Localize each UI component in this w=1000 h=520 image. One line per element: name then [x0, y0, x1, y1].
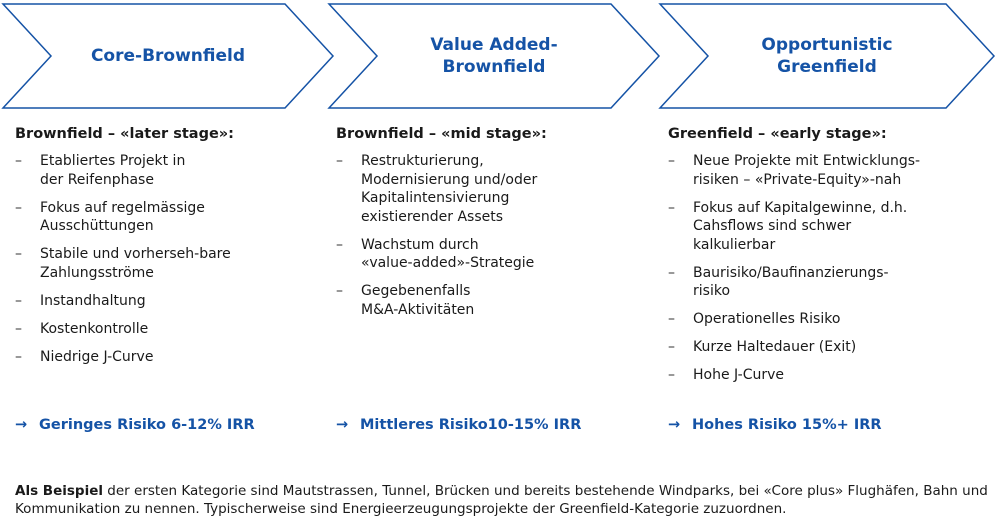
- bullet-line: Kurze Haltedauer (Exit): [693, 339, 857, 355]
- arrow-right-icon: →: [668, 417, 681, 433]
- footnote: [15, 482, 990, 518]
- bullet-item: [668, 199, 988, 255]
- stage-bullet-list: [336, 152, 656, 319]
- stage-title-line: Greenfield: [777, 57, 877, 77]
- bullet-line: Operationelles Risiko: [693, 311, 841, 327]
- bullet-line: Wachstum durch: [361, 236, 479, 253]
- footnote-bold: Als Beispiel: [15, 483, 103, 499]
- bullet-line: Fokus auf regelmässige: [40, 199, 205, 216]
- bullet-line: kalkulierbar: [693, 236, 776, 253]
- stage-title-opportunistic: [708, 6, 946, 106]
- bullet-line: «value-added»-Strategie: [361, 255, 535, 271]
- bullet-item: [668, 310, 988, 329]
- bullet-line: Cahsflows sind schwer: [693, 218, 852, 234]
- dash-bullet-icon: –: [336, 236, 343, 253]
- dash-bullet-icon: –: [668, 367, 675, 383]
- risk-summary-value-added: [336, 417, 581, 433]
- stage-heading: Brownfield – «mid stage»:: [336, 126, 547, 142]
- stage-title-line: Brownfield: [442, 57, 546, 77]
- bullet-item: [336, 236, 656, 273]
- risk-summary-text: Mittleres Risiko10-15% IRR: [360, 417, 582, 433]
- bullet-line: Instandhaltung: [40, 292, 146, 309]
- footnote-text: der ersten Kategorie sind Mautstrassen, Tunnel, Brücken und bereits bestehende Windparks, bei «Core plus» Flughäfen, Bahn und Kommunikation zu nennen. Typischerweise sind Energieerzeugungsprojekte der Greenfield-Kategorie zuzuordnen.: [15, 483, 988, 517]
- stage-bullet-list: [15, 152, 335, 366]
- bullet-line: Neue Projekte mit Entwicklungs-: [693, 153, 921, 169]
- bullet-item: [668, 366, 988, 385]
- bullet-line: Etabliertes Projekt in: [40, 153, 186, 169]
- arrow-right-icon: →: [336, 417, 349, 433]
- stage-heading: Greenfield – «early stage»:: [668, 126, 887, 142]
- bullet-line: Baurisiko/Baufinanzierungs-: [693, 264, 889, 281]
- stage-column-core: [15, 126, 335, 376]
- bullet-line: M&A-Aktivitäten: [361, 301, 475, 318]
- bullet-line: Fokus auf Kapitalgewinne, d.h.: [693, 199, 908, 216]
- dash-bullet-icon: –: [668, 311, 675, 327]
- bullet-line: Restrukturierung,: [361, 153, 484, 169]
- dash-bullet-icon: –: [668, 339, 675, 355]
- bullet-item: [668, 264, 988, 301]
- dash-bullet-icon: –: [336, 153, 343, 169]
- dash-bullet-icon: –: [15, 348, 22, 365]
- stage-column-value-added: [336, 126, 656, 329]
- risk-summary-core: [15, 417, 255, 433]
- dash-bullet-icon: –: [15, 199, 22, 216]
- risk-summary-text: Hohes Risiko 15%+ IRR: [692, 417, 882, 433]
- dash-bullet-icon: –: [336, 283, 343, 299]
- risk-summary-text: Geringes Risiko 6-12% IRR: [39, 417, 255, 433]
- bullet-item: [15, 152, 335, 189]
- bullet-line: Kapitalintensivierung: [361, 190, 510, 206]
- bullet-line: Gegebenenfalls: [361, 283, 471, 299]
- bullet-item: [15, 348, 335, 367]
- dash-bullet-icon: –: [15, 292, 22, 309]
- dash-bullet-icon: –: [668, 199, 675, 216]
- bullet-line: risiken – «Private-Equity»-nah: [693, 171, 902, 188]
- stage-title-core: [51, 6, 285, 106]
- bullet-line: Zahlungsströme: [40, 264, 154, 281]
- bullet-item: [668, 152, 988, 189]
- bullet-line: Ausschüttungen: [40, 218, 154, 234]
- bullet-line: der Reifenphase: [40, 171, 154, 188]
- dash-bullet-icon: –: [15, 320, 22, 337]
- bullet-item: [336, 152, 656, 226]
- bullet-item: [668, 338, 988, 357]
- bullet-line: Modernisierung und/oder: [361, 171, 538, 188]
- dash-bullet-icon: –: [15, 153, 22, 169]
- stage-column-opportunistic: [668, 126, 988, 394]
- bullet-item: [15, 320, 335, 339]
- bullet-line: Hohe J-Curve: [693, 367, 785, 383]
- bullet-line: Stabile und vorherseh-bare: [40, 246, 231, 262]
- bullet-line: existierender Assets: [361, 208, 504, 225]
- arrow-right-icon: →: [15, 417, 28, 433]
- dash-bullet-icon: –: [668, 264, 675, 281]
- stage-title-line: Core-Brownfield: [90, 46, 246, 66]
- stage-title-line: Opportunistic: [761, 35, 893, 55]
- stage-title-value-added: [377, 6, 611, 106]
- bullet-item: [15, 292, 335, 311]
- bullet-item: [15, 199, 335, 236]
- stage-heading: Brownfield – «later stage»:: [15, 126, 234, 142]
- bullet-item: [336, 282, 656, 319]
- bullet-line: Kostenkontrolle: [40, 320, 149, 337]
- bullet-line: risiko: [693, 283, 731, 299]
- stage-title-line: Value Added-: [430, 35, 558, 55]
- risk-summary-opportunistic: [668, 417, 882, 433]
- bullet-item: [15, 245, 335, 282]
- bullet-line: Niedrige J-Curve: [40, 348, 154, 365]
- dash-bullet-icon: –: [15, 246, 22, 262]
- dash-bullet-icon: –: [668, 153, 675, 169]
- stage-bullet-list: [668, 152, 988, 385]
